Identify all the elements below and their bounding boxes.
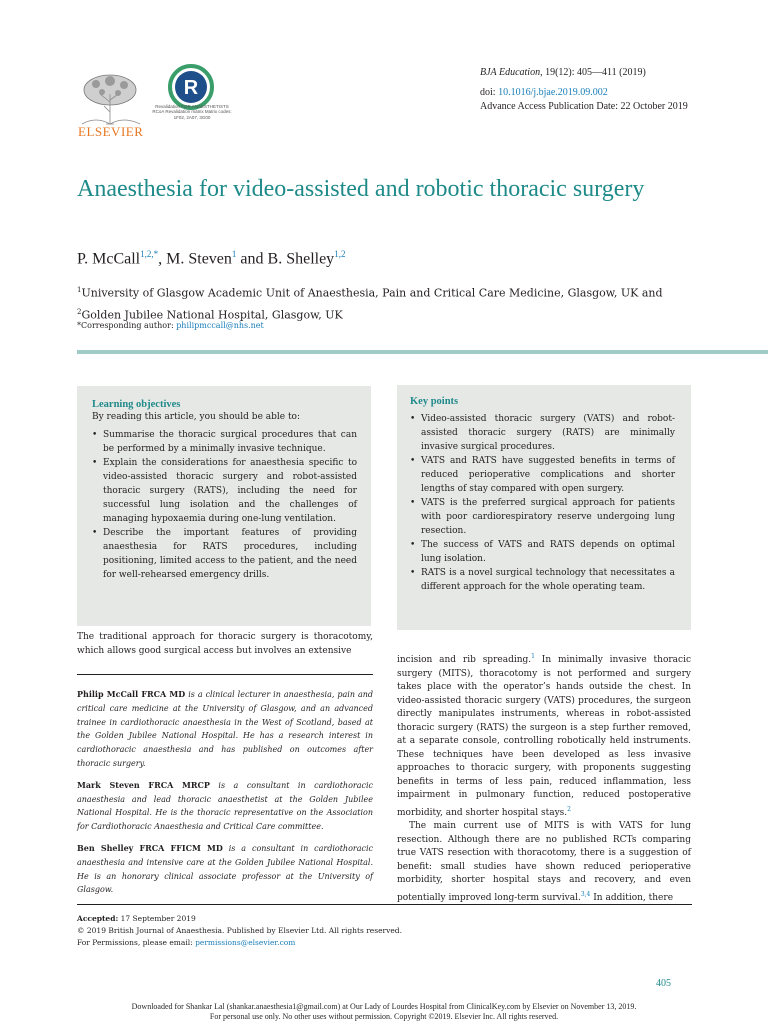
- author-bios: [77, 688, 373, 905]
- footer-divider: [77, 904, 692, 905]
- download-notice: [0, 1002, 768, 1022]
- affiliations: [77, 281, 717, 324]
- body-text: In minimally invasive thoracic surgery (MITS), thoracotomy is not performed and surgery takes place with the operator’s hands outside the chest. In video-assisted thoracic surgery (VATS) procedures, the surgeon directly manipulates instruments, whereas in robot-assisted thoracic surgery (RATS) the surgeon is a step further removed, at a separate console, controlling robotically held instruments. These techniques have been developed as less invasive approaches to thoracic surgery, with proponents suggesting benefits in terms of less pain, reduced inflammation, less impairment in pulmonary function, reduced postoperative morbidity, and shorter hospital stays.: [397, 655, 692, 818]
- intro-paragraph: The traditional approach for thoracic surgery is thoracotomy, which allows good surgical access but involves an extensive: [77, 632, 373, 656]
- author-bio: [77, 688, 373, 771]
- author-separator: and: [236, 250, 268, 268]
- author-name: P. McCall: [77, 250, 141, 268]
- doi-label: doi:: [480, 87, 496, 98]
- download-line-1: Downloaded for Shankar Lal (shankar.anaesthesia1@gmail.com) at Our Lady of Lourdes Hospital from ClinicalKey.com by Elsevier on November 13, 2019.: [131, 1002, 637, 1011]
- author-name: B. Shelley: [267, 250, 335, 268]
- author-affiliation-sup[interactable]: 1,2,*: [140, 249, 159, 259]
- affiliation-sup: 1: [77, 286, 82, 294]
- elsevier-wordmark: ELSEVIER: [78, 124, 144, 139]
- bio-name: Ben Shelley FRCA FFICM MD: [77, 842, 223, 853]
- key-point-item: • VATS and RATS have suggested benefits in terms of reduced perioperative complications and shorter lengths of stay compared with open surgery.: [410, 454, 675, 496]
- author-bio: [77, 779, 373, 834]
- learning-objectives-heading: Learning objectives: [92, 399, 181, 410]
- body-text: The main current use of MITS is with VATS for lung resection. Although there are no published RCTs comparing true VATS resection with thoracotomy, there is a suggestion of benefit: small studies have shown reduced perioperative morbidity, shorter hospital stays and recovery, and even potentially improved long-term survival.: [397, 821, 691, 903]
- key-point-item: • RATS is a novel surgical technology that necessitates a different approach for the whole operating team.: [410, 566, 675, 594]
- accepted-label: Accepted:: [77, 914, 119, 923]
- affiliation-text: University of Glasgow Academic Unit of Anaesthesia, Pain and Critical Care Medicine, Glasgow, UK and: [81, 286, 663, 300]
- learning-objectives-intro: By reading this article, you should be able to:: [92, 412, 301, 422]
- accepted-date: 17 September 2019: [118, 914, 196, 923]
- journal-name: BJA Education: [480, 67, 541, 78]
- reference-link[interactable]: 1: [531, 653, 535, 660]
- learning-objectives-box: [77, 386, 371, 626]
- body-paragraph: [397, 650, 691, 820]
- learning-objective-item: • Explain the considerations for anaesthesia specific to video-assisted thoracic surgery and robot-assisted thoracic surgery (RATS), including the need for successful lung isolation and the challenges of managing hypoxaemia during one-lung ventilation.: [92, 456, 357, 526]
- bio-text: is a clinical lecturer in anaesthesia, pain and critical care medicine at the University of Glasgow, and an advanced trainee in cardiothoracic anaesthesia in the West of Scotland, based at the Golden Jubilee National Hospital. He has a research interest in cardiothoracic anaesthesia and has published on outcomes after thoracic surgery.: [77, 690, 374, 768]
- corresponding-email-link[interactable]: philipmccall@nhs.net: [176, 321, 264, 330]
- page-number: 405: [656, 978, 671, 989]
- key-point-item: • VATS is the preferred surgical approach for patients with poor cardiorespiratory reserve undergoing lung resection.: [410, 496, 675, 538]
- body-paragraph: [397, 820, 691, 905]
- affiliation-text: Golden Jubilee National Hospital, Glasgow, UK: [81, 308, 343, 322]
- key-point-item: • Video-assisted thoracic surgery (VATS) and robot-assisted thoracic surgery (RATS) are minimally invasive surgical procedures.: [410, 412, 675, 454]
- reference-link[interactable]: 2: [567, 805, 571, 813]
- learning-objective-item: • Describe the important features of providing anaesthesia for RATS procedures, including positioning, limited access to the patient, and the need for well-rehearsed emergency drills.: [92, 526, 357, 582]
- bio-text: is a consultant in cardiothoracic anaesthesia and intensive care at the Golden Jubilee National Hospital. He is an honorary clinical associate professor at the University of Glasgow.: [77, 843, 374, 895]
- learning-objective-item: • Summarise the thoracic surgical procedures that can be performed by a minimally invasive technique.: [92, 428, 357, 456]
- bio-name: Mark Steven FRCA MRCP: [77, 779, 210, 790]
- permissions-label: For Permissions, please email:: [77, 938, 196, 947]
- copyright-line: © 2019 British Journal of Anaesthesia. Published by Elsevier Ltd. All rights reserved.: [77, 926, 402, 935]
- right-column-text: [397, 650, 691, 905]
- footer-meta: [77, 913, 402, 949]
- permissions-line: [77, 937, 402, 949]
- citation: , 19(12): 405—411 (2019): [540, 67, 646, 78]
- key-points-heading: Key points: [410, 396, 459, 407]
- corresponding-author: [77, 321, 264, 330]
- download-line-2: For personal use only. No other uses without permission. Copyright ©2019. Elsevier Inc. All rights reserved.: [209, 1012, 559, 1021]
- key-points-list: [410, 412, 675, 594]
- body-text: In addition, there: [590, 892, 674, 903]
- affiliation-1: [77, 281, 717, 303]
- bio-text: is a consultant in cardiothoracic anaesthesia and lead thoracic anaesthetist at the Golden Jubilee National Hospital. He is the thoracic representative on the Association for Cardiothoracic Anaesthesia and Critical Care committee.: [77, 780, 373, 832]
- svg-text:R: R: [183, 77, 199, 99]
- author-bio: [77, 842, 373, 897]
- key-points-box: [397, 385, 691, 630]
- bio-name: Philip McCall FRCA MD: [77, 689, 186, 699]
- advance-access: Advance Access Publication Date: 22 October 2019: [480, 101, 688, 112]
- revalidation-caption: Revalidation FOR ANAESTHETISTS RCoA Revalidation matrix Matrix codes: 1F02, 2A07, 3G00: [152, 104, 232, 120]
- learning-objectives-list: [92, 428, 357, 582]
- affiliation-sup: 2: [77, 307, 82, 316]
- bio-divider: [77, 674, 373, 675]
- doi-line: [480, 86, 688, 100]
- permissions-email-link[interactable]: permissions@elsevier.com: [195, 938, 296, 947]
- journal-info: [480, 66, 688, 114]
- article-title: Anaesthesia for video-assisted and robotic thoracic surgery: [77, 176, 645, 202]
- key-point-item: • The success of VATS and RATS depends on optimal lung isolation.: [410, 538, 675, 566]
- author-affiliation-sup[interactable]: 1: [231, 249, 237, 259]
- reference-link[interactable]: 3,4: [580, 890, 591, 898]
- author-list: [77, 249, 345, 268]
- author-name: M. Steven: [166, 250, 232, 268]
- accepted-line: [77, 913, 402, 925]
- body-text: incision and rib spreading.: [397, 655, 532, 665]
- corresponding-label: *Corresponding author:: [77, 321, 177, 330]
- author-separator: ,: [158, 250, 167, 268]
- doi-link[interactable]: 10.1016/j.bjae.2019.09.002: [498, 87, 608, 98]
- citation-line: [480, 66, 688, 80]
- header-divider: [77, 350, 768, 354]
- author-affiliation-sup[interactable]: 1,2: [334, 249, 346, 259]
